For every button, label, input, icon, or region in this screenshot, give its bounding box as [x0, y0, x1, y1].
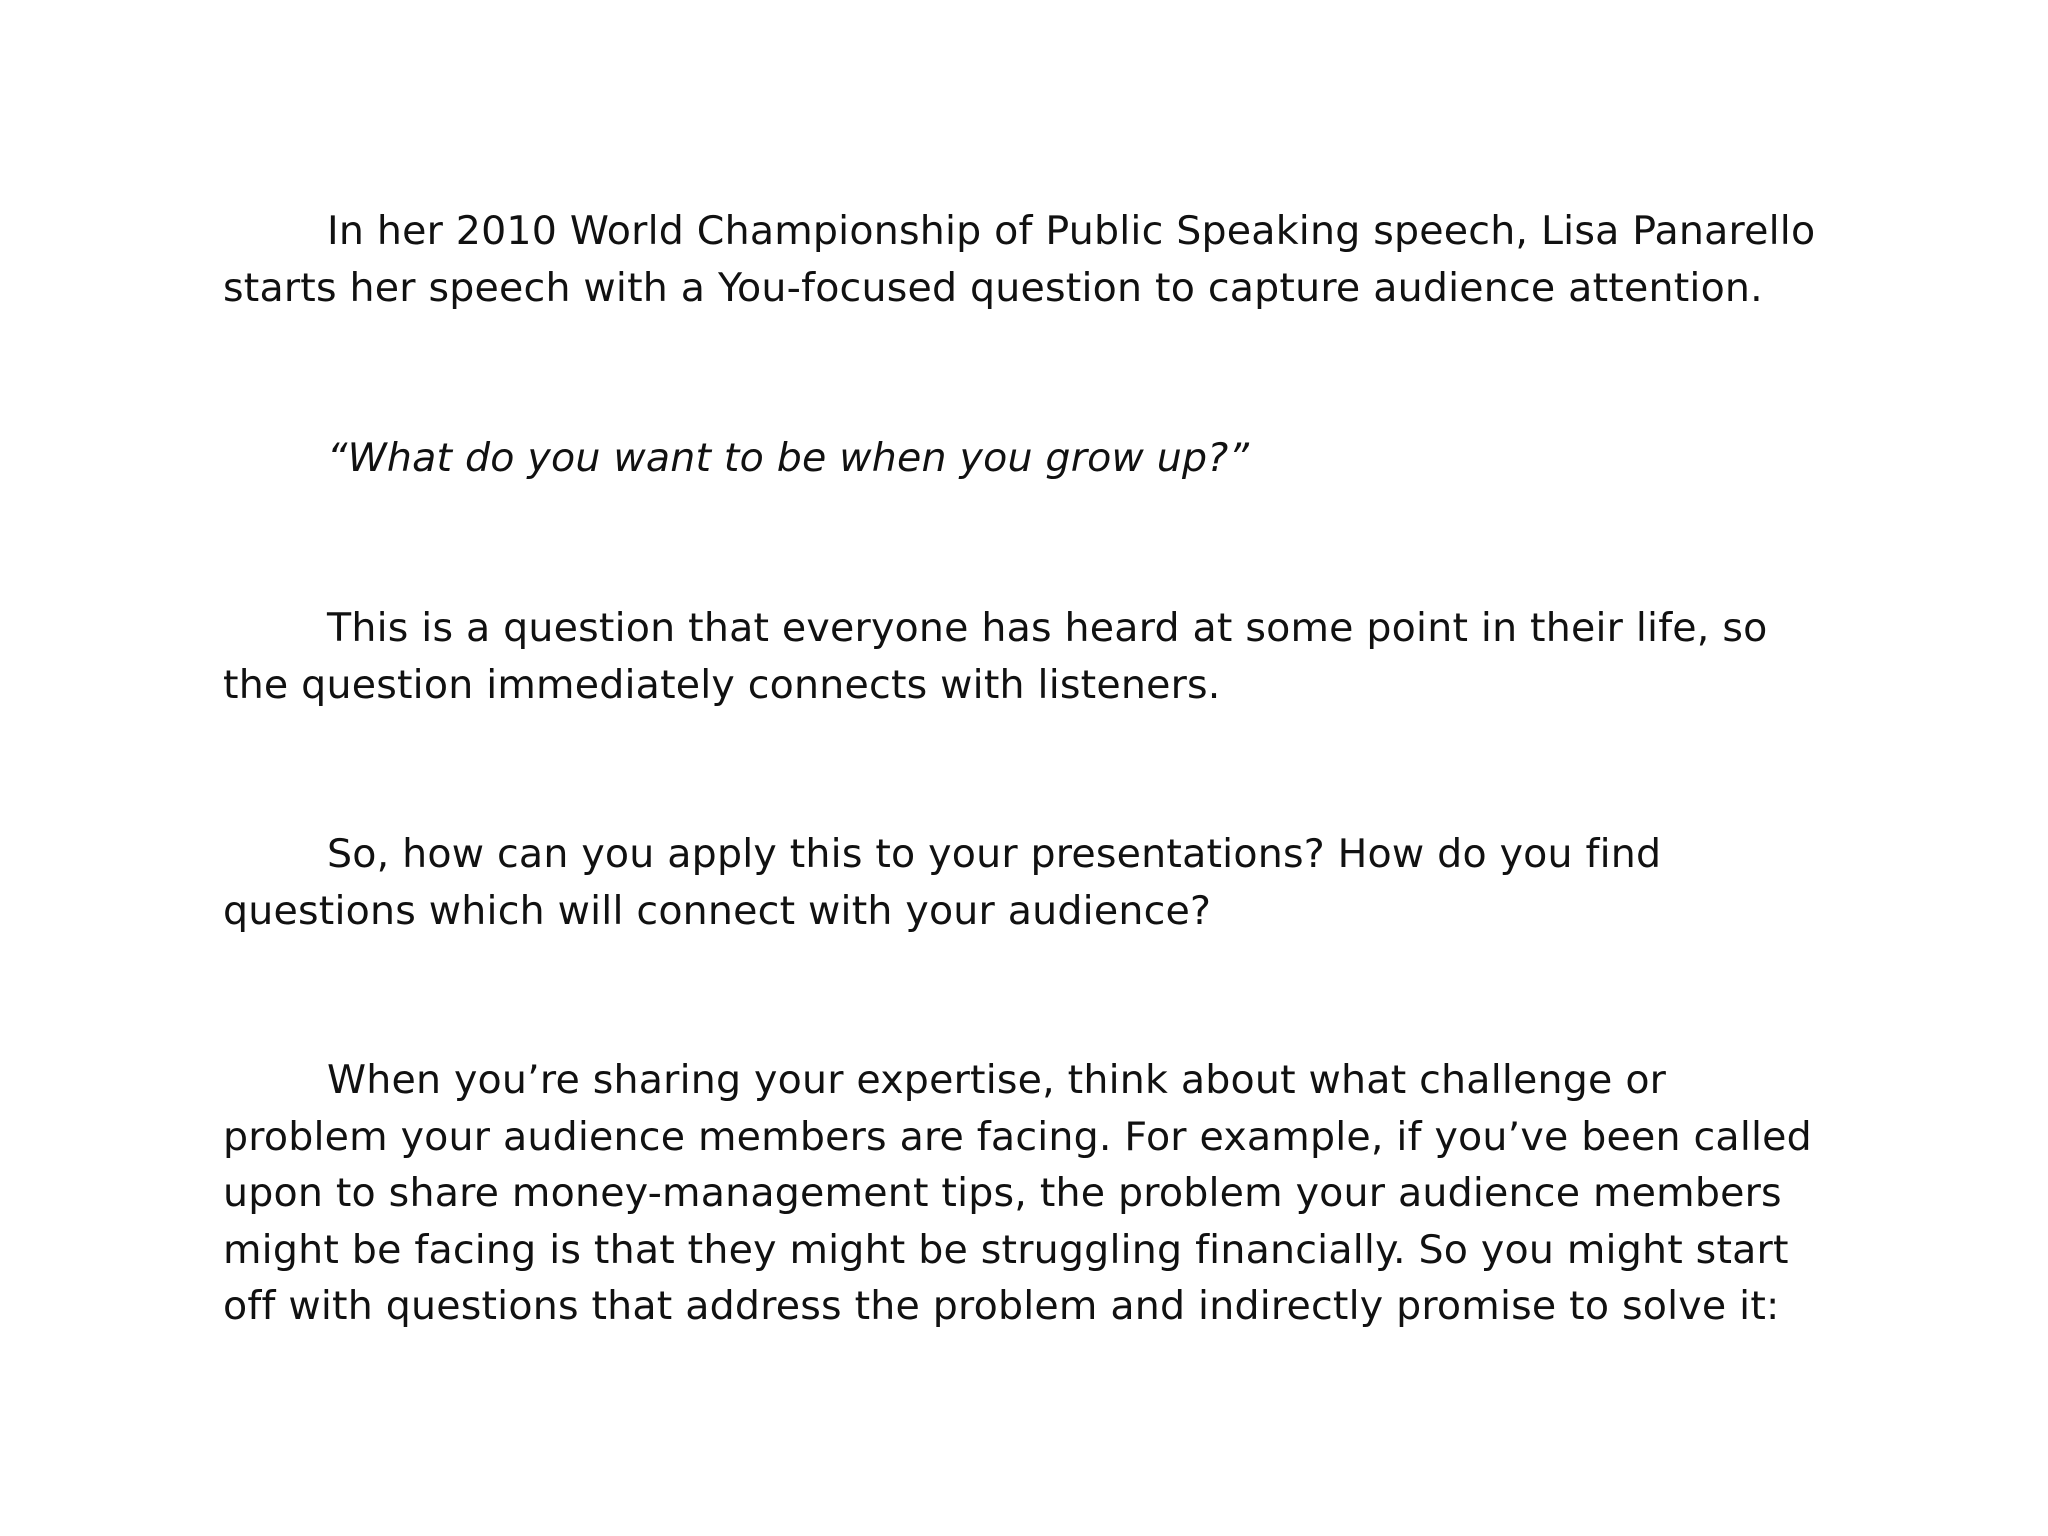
paragraph-line: problem your audience members are facing. For example, if you’ve been called — [223, 1113, 1812, 1160]
paragraph-line: So, how can you apply this to your presentations? How do you find — [327, 831, 1662, 877]
paragraph-line: off with questions that address the problem and indirectly promise to solve it: — [223, 1283, 1780, 1329]
paragraph-line: upon to share money-management tips, the problem your audience members — [223, 1170, 1782, 1216]
paragraph-line: the question immediately connects with listeners. — [223, 661, 1221, 708]
paragraph-line: questions which will connect with your audience? — [223, 887, 1212, 934]
paragraph-expertise — [223, 1052, 1843, 1335]
paragraph-intro — [223, 203, 1843, 316]
paragraph-line: When you’re sharing your expertise, think about what challenge or — [327, 1057, 1667, 1103]
paragraph-line: This is a question that everyone has heard at some point in their life, so — [327, 605, 1768, 651]
paragraph-line: starts her speech with a You-focused question to capture audience attention. — [223, 264, 1763, 311]
paragraph-explanation — [223, 600, 1843, 713]
paragraph-line: might be facing is that they might be struggling financially. So you might start — [223, 1226, 1789, 1273]
quoted-question — [223, 430, 1843, 487]
paragraph-application — [223, 826, 1843, 939]
quote-line: “What do you want to be when you grow up?” — [327, 435, 1250, 481]
paragraph-line: In her 2010 World Championship of Public Speaking speech, Lisa Panarello — [327, 208, 1816, 254]
